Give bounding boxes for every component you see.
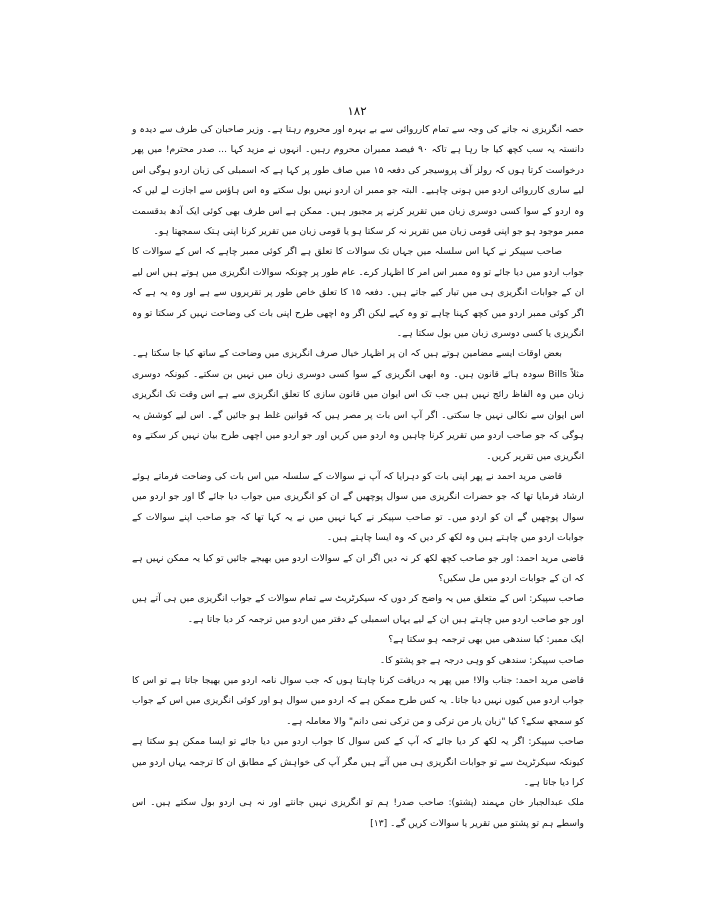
paragraph-speaker-ruling: صاحب سپیکر نے کہا اس سلسلہ میں جہاں تک سوالات کا تعلق ہے اگر کوئی ممبر چاہے کہ اس کے سوالات کا جواب اردو میں دیا جائے تو وہ ممبر اس امر کا اظہار کرے۔ عام طور پر چونکہ سوالات انگریزی میں ہوتے ہیں اس لیے ان کے جوابات انگریزی ہی میں تیار کیے جاتے ہیں۔ دفعہ ۱۵ کا تعلق خاص طور پر تقریروں سے ہے اور وہ یہ ہے کہ اگر کوئی ممبر اردو میں کچھ کہنا چاہے تو وہ کہے لیکن اگر وہ اچھی طرح اپنی بات کی وضاحت نہیں کر سکتا تو وہ انگریزی یا کسی دوسری زبان میں بول سکتا ہے۔ <box>132 246 584 340</box>
body-text <box>132 120 584 834</box>
paragraph-intro: حصہ انگریزی نہ جانے کی وجہ سے تمام کارروائی سے بے بہرہ اور محروم رہتا ہے۔ وزیر صاحبان کی طرف سے دیدہ و دانستہ یہ سب کچھ کیا جا رہا ہے تاکہ ۹۰ فیصد ممبران محروم رہیں۔ انہوں نے مزید کہا ... صدر محترم! میں پھر درخواست کرتا ہوں کہ رولز آف پروسیجر کی دفعہ ۱۵ میں صاف طور پر کہا ہے کہ اسمبلی کی زبان اردو ہوگی اس لیے ساری کارروائی اردو میں ہونی چاہیے۔ البتہ جو ممبر ان اردو نہیں بول سکتے وہ اس ہاؤس سے اجازت لے لیں کہ وہ اردو کے سوا کسی دوسری زبان میں تقریر کرنے پر مجبور ہیں۔ ممکن ہے اس طرف بھی کوئی ایک آدھ بدقسمت ممبر موجود ہو جو اپنی قومی زبان میں تقریر نہ کر سکتا ہو یا قومی زبان میں تقریر کرنا اپنی ہتک سمجھتا ہو۔ <box>132 124 584 238</box>
paragraph-qazi-question: قاضی مرید احمد نے پھر اپنی بات کو دہرایا کہ آپ نے سوالات کے سلسلہ میں اس بات کی وضاحت فرماتے ہوئے ارشاد فرمایا تھا کہ جو حضرات انگریزی میں سوال پوچھیں گے ان کو انگریزی میں جواب دیا جائے گا اور جو اردو میں سوال پوچھیں گے ان کو اردو میں۔ تو صاحب سپیکر نے کہا نہیں میں نے یہ کہا تھا کہ جو صاحب اپنے سوالات کے جوابات اردو میں چاہتے ہیں وہ لکھ کر دیں کہ وہ ایسا چاہتے ہیں۔ <box>132 470 584 544</box>
paragraph-speaker-answer: صاحب سپیکر: اگر یہ لکھ کر دیا جائے کہ آپ کے کس سوال کا جواب اردو میں دیا جائے تو ایسا ممکن ہو سکتا ہے کیونکہ سیکرٹریٹ سے تو جوابات انگریزی ہی میں آتے ہیں مگر آپ کی خواہش کے مطابق ان کا ترجمہ یہاں اردو میں کرا دیا جاتا ہے۔ <box>132 736 584 788</box>
paragraph-malik-pashto: ملک عبدالجبار خان مہمند (پشتو): صاحب صدر! ہم تو انگریزی نہیں جانتے اور نہ ہی اردو بول سکتے ہیں۔ اس واسطے ہم تو پشتو میں تقریر یا سوالات کریں گے۔ [۱۳] <box>132 797 584 829</box>
paragraph-speaker-sindhi: صاحب سپیکر: سندھی کو وہی درجہ ہے جو پشتو کا۔ <box>379 654 584 666</box>
page-number: ۱۸۲ <box>347 104 367 118</box>
paragraph-speaker-secretariat: صاحب سپیکر: اس کے متعلق میں یہ واضح کر دوں کہ سیکرٹریٹ سے تمام سوالات کے جواب انگریزی میں ہی آتے ہیں اور جو صاحب اردو میں چاہتے ہیں ان کے لیے یہاں اسمبلی کے دفتر میں اردو میں ترجمہ کر دیا جاتا ہے۔ <box>132 593 584 625</box>
paragraph-member-sindhi: ایک ممبر: کیا سندھی میں بھی ترجمہ ہو سکتا ہے؟ <box>388 634 584 646</box>
paragraph-bills: بعض اوقات ایسے مضامین ہوتے ہیں کہ ان پر اظہار خیال صرف انگریزی میں وضاحت کے ساتھ کیا جا سکتا ہے۔ مثلاً Bills سودہ ہائے قانون ہیں۔ وہ ابھی انگریزی کے سوا کسی دوسری زبان میں نہیں بن سکتے۔ کیونکہ دوسری زبان میں وہ الفاظ رائج نہیں ہیں جب تک اس ایوان میں قانون سازی کا تعلق انگریزی سے ہے اس وقت تک انگریزی اس ایوان سے نکالی نہیں جا سکتی۔ اگر آپ اس بات پر مصر ہیں کہ قوانین غلط ہو جائیں گے۔ اس لیے کوشش یہ ہوگی کہ جو صاحب اردو میں تقریر کرنا چاہیں وہ اردو میں کریں اور جو اردو میں اچھی طرح بیان نہیں کر سکتے وہ انگریزی میں تقریر کریں۔ <box>132 348 584 462</box>
paragraph-qazi-followup: قاضی مرید احمد: اور جو صاحب کچھ لکھ کر نہ دیں اگر ان کے سوالات اردو میں بھیجے جائیں تو کیا یہ ممکن نہیں ہے کہ ان کے جوابات اردو میں مل سکیں؟ <box>132 552 584 584</box>
paragraph-qazi-translation: قاضی مرید احمد: جناب والا! میں پھر یہ دریافت کرنا چاہتا ہوں کہ جب سوال نامہ اردو میں بھیجا جاتا ہے تو اس کا جواب اردو میں کیوں نہیں دیا جاتا۔ یہ کس طرح ممکن ہے کہ اردو میں سوال ہو اور کوئی انگریزی میں اس کے جواب کو سمجھ سکے؟ کیا "زبان یار من ترکی و من ترکی نمی دانم" والا معاملہ ہے۔ <box>132 674 584 727</box>
